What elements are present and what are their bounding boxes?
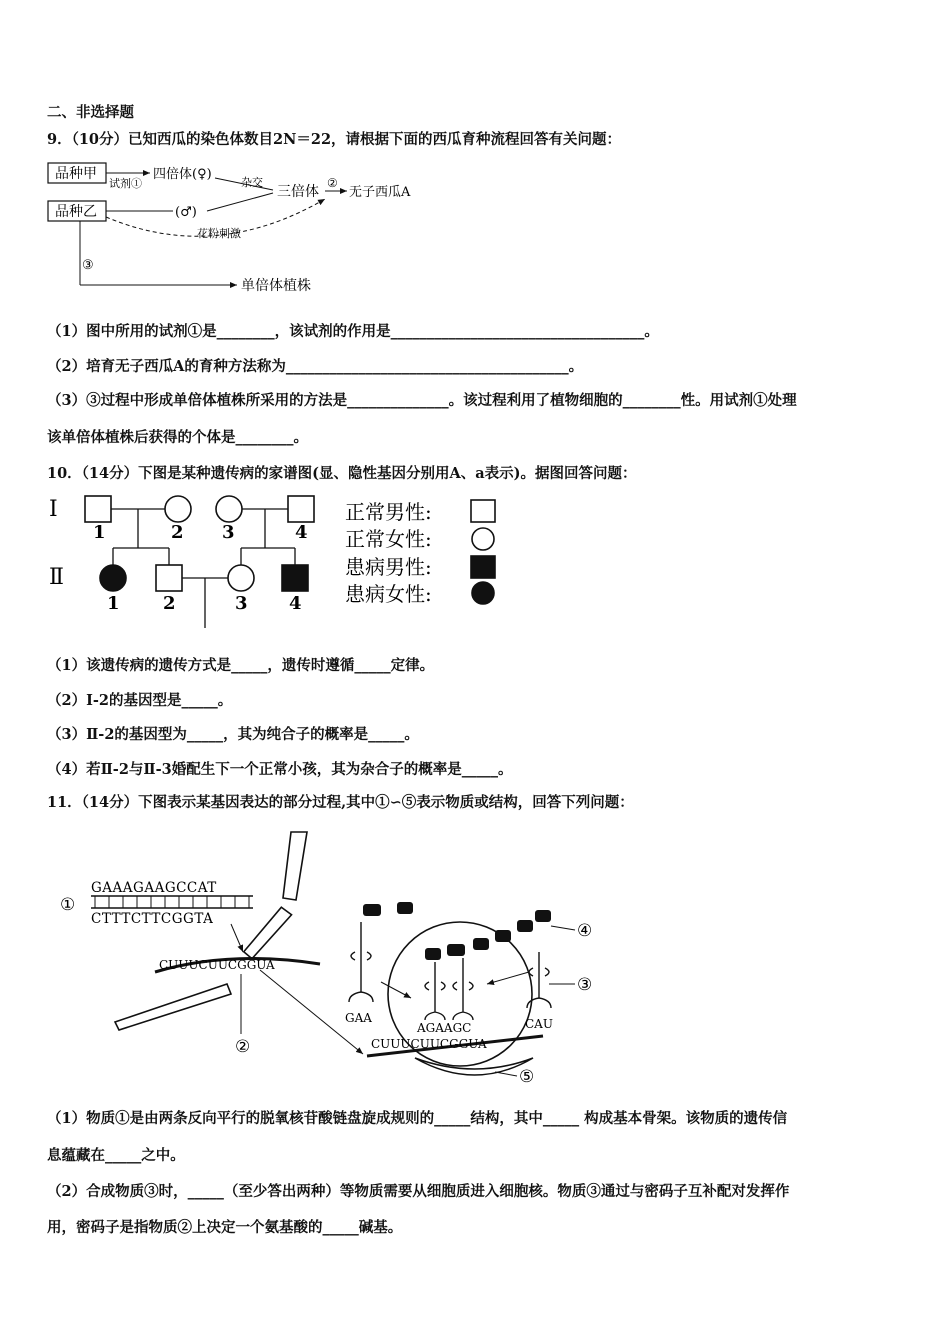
legend-affected-female: 患病女性: bbox=[345, 582, 432, 606]
II1-affected-female bbox=[100, 565, 126, 591]
cross-label: 杂交 bbox=[241, 176, 263, 189]
II3-normal-female bbox=[228, 565, 254, 591]
II2-num: 2 bbox=[163, 593, 176, 614]
q11-gene-expression-diagram bbox=[55, 822, 615, 1092]
I3-num: 3 bbox=[222, 522, 235, 543]
dna-bottom-strand: CTTTCTTCGGTA bbox=[91, 911, 214, 927]
q11-sub1a: （1）物质①是由两条反向平行的脱氧核苷酸链盘旋成规则的_____结构，其中_____ 构成基本骨架。该物质的遗传信 bbox=[47, 1110, 788, 1127]
seedless-label: 无子西瓜A bbox=[349, 185, 411, 200]
q11-sub2b: 用，密码子是指物质②上决定一个氨基酸的_____碱基。 bbox=[47, 1219, 403, 1236]
mrna-on-ribosome: CUUUCUUCGGUA bbox=[371, 1037, 487, 1051]
q11-stem: 11．（14分）下图表示某基因表达的部分过程,其中①∽⑤表示物质或结构，回答下列问题： bbox=[47, 794, 634, 811]
q11-sub2a: （2）合成物质③时，_____（至少答出两种）等物质需要从细胞质进入细胞核。物质③通过与密码子互补配对发挥作 bbox=[47, 1183, 790, 1200]
q9-breeding-diagram bbox=[45, 155, 465, 305]
legend-affected-male-symbol bbox=[471, 556, 495, 578]
label-3: ③ bbox=[577, 975, 593, 995]
legend-normal-male: 正常男性: bbox=[345, 500, 432, 524]
legend-affected-male: 患病男性: bbox=[345, 555, 432, 579]
I1-num: 1 bbox=[93, 522, 106, 543]
q10-sub1: （1）该遗传病的遗传方式是_____，遗传时遵循_____定律。 bbox=[47, 657, 435, 674]
tetraploid-label: 四倍体(♀) bbox=[153, 167, 212, 182]
trna-anticodon-gaa: GAA bbox=[345, 1011, 372, 1025]
trna-anticodon-cau: CAU bbox=[525, 1017, 553, 1031]
label-1: ① bbox=[60, 895, 76, 915]
q9-sub3b: 该单倍体植株后获得的个体是________。 bbox=[47, 429, 308, 446]
II3-num: 3 bbox=[235, 593, 248, 614]
step3-label: ③ bbox=[82, 258, 94, 273]
I4-num: 4 bbox=[295, 522, 308, 543]
II4-num: 4 bbox=[289, 593, 302, 614]
triploid-label: 三倍体 bbox=[277, 184, 319, 200]
legend-normal-female-symbol bbox=[472, 528, 494, 550]
q10-sub4: （4）若Ⅱ-2与Ⅱ-3婚配生下一个正常小孩，其为杂合子的概率是_____。 bbox=[47, 761, 513, 778]
q11-sub1b: 息蕴藏在_____之中。 bbox=[47, 1147, 185, 1164]
q9-sub1: （1）图中所用的试剂①是________，该试剂的作用是___________________________________。 bbox=[47, 323, 659, 340]
box1-label: 品种甲 bbox=[55, 166, 97, 182]
q9-stem: 9．（10分）已知西瓜的染色体数目2N＝22，请根据下面的西瓜育种流程回答有关问题： bbox=[47, 131, 622, 148]
q9-sub2: （2）培育无子西瓜A的育种方法称为_______________________________________。 bbox=[47, 358, 584, 375]
gen2-label: Ⅱ bbox=[49, 565, 64, 590]
I2-num: 2 bbox=[171, 522, 184, 543]
legend-normal-male-symbol bbox=[471, 500, 495, 522]
legend-affected-female-symbol bbox=[472, 582, 494, 604]
trna-anticodon-agaagc: AGAAGC bbox=[417, 1021, 472, 1035]
I2-normal-female bbox=[165, 496, 191, 522]
gen1-label: Ⅰ bbox=[49, 497, 58, 522]
step2-label: ② bbox=[327, 176, 338, 190]
II4-affected-male bbox=[282, 565, 308, 591]
male-label: (♂) bbox=[175, 205, 197, 220]
reagent-label: 试剂① bbox=[109, 177, 142, 190]
box2-label: 品种乙 bbox=[55, 204, 97, 220]
section-title: 二、非选择题 bbox=[47, 104, 134, 121]
label-4: ④ bbox=[577, 921, 593, 941]
q10-sub2: （2）Ⅰ-2的基因型是_____。 bbox=[47, 692, 233, 709]
q10-pedigree bbox=[45, 488, 515, 638]
II1-num: 1 bbox=[107, 593, 120, 614]
II2-normal-male bbox=[156, 565, 182, 591]
dna-top-strand: GAAAGAAGCCAT bbox=[91, 880, 217, 896]
I1-normal-male bbox=[85, 496, 111, 522]
q9-sub3a: （3）③过程中形成单倍体植株所采用的方法是______________。该过程利用了植物细胞的________性。用试剂①处理 bbox=[47, 392, 797, 409]
legend-normal-female: 正常女性: bbox=[345, 527, 432, 551]
label-5: ⑤ bbox=[519, 1067, 535, 1087]
I3-normal-female bbox=[216, 496, 242, 522]
pollen-label: 花粉刺激 bbox=[197, 227, 241, 240]
q10-sub3: （3）Ⅱ-2的基因型为_____，其为纯合子的概率是_____。 bbox=[47, 726, 419, 743]
mrna-transcript: CUUUCUUCGGUA bbox=[159, 958, 275, 972]
I4-normal-male bbox=[288, 496, 314, 522]
haploid-label: 单倍体植株 bbox=[241, 278, 311, 294]
label-2: ② bbox=[235, 1037, 251, 1057]
q10-stem: 10．（14分）下图是某种遗传病的家谱图(显、隐性基因分别用A、a表示)。据图回答问题： bbox=[47, 465, 637, 482]
